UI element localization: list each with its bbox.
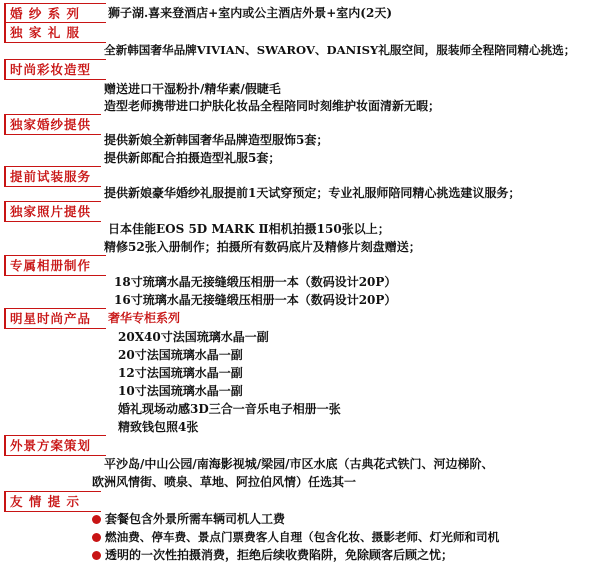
bullet-dot-icon <box>92 515 101 524</box>
gown-provide-line-2: 提供新郎配合拍摄造型礼服5套； <box>104 151 281 165</box>
photo-line-2: 精修52张入册制作；拍摄所有数码底片及精修片刻盘赠送； <box>104 240 421 254</box>
product-item: 12寸法国琉璃水晶一副 <box>118 366 243 380</box>
makeup-line-2: 造型老师携带进口护肤化妆品全程陪同时刻维护妆面清新无暇； <box>104 99 441 113</box>
makeup-line-1: 赠送进口干湿粉扑/精华素/假睫毛 <box>104 82 281 96</box>
gown-text: 全新韩国奢华品牌VIVIAN、SWAROV、DANISY礼服空间，服装师全程陪同精心挑选； <box>104 43 576 57</box>
album-line-2: 16寸琉璃水晶无接缝缎压相册一本（数码设计20P） <box>114 293 397 307</box>
section-label-makeup: 时尚彩妆造型 <box>4 59 106 80</box>
product-item: 婚礼现场动感3D三合一音乐电子相册一张 <box>118 402 341 416</box>
bullet-dot-icon <box>92 551 101 560</box>
product-item: 精致钱包照4张 <box>118 420 199 434</box>
section-label-gown-provide: 独家婚纱提供 <box>4 114 101 135</box>
tip-item: 燃油费、停车费、景点门票费客人自理（包含化妆、摄影老师、灯光师和司机 <box>92 527 499 547</box>
fitting-text: 提供新娘豪华婚纱礼服提前1天试穿预定；专业礼服师陪同精心挑选建议服务； <box>104 186 521 200</box>
wedding-text: 狮子湖.喜来登酒店+室内或公主酒店外景+室内(2天) <box>108 6 392 20</box>
section-label-photo: 独家照片提供 <box>4 201 101 222</box>
products-highlight: 奢华专柜系列 <box>108 311 181 325</box>
product-item: 10寸法国琉璃水晶一副 <box>118 384 243 398</box>
tip-item: 透明的一次性拍摄消费，拒绝后续收费陷阱，免除顾客后顾之忧； <box>92 545 453 565</box>
section-label-fitting: 提前试装服务 <box>4 166 101 187</box>
album-line-1: 18寸琉璃水晶无接缝缎压相册一本（数码设计20P） <box>114 275 397 289</box>
gown-provide-line-1: 提供新娘全新韩国奢华品牌造型服饰5套； <box>104 133 329 147</box>
outdoor-line-1: 平沙岛/中山公园/南海影视城/梁园/市区水底（古典花式铁门、河边梯阶、 <box>104 457 494 471</box>
photo-line-1: 日本佳能EOS 5D MARK Ⅱ相机拍摄150张以上； <box>108 222 390 236</box>
product-item: 20寸法国琉璃水晶一副 <box>118 348 243 362</box>
product-item: 20X40寸法国琉璃水晶一副 <box>118 330 269 344</box>
bullet-dot-icon <box>92 533 101 542</box>
tip-item: 套餐包含外景所需车辆司机人工费 <box>92 509 285 529</box>
outdoor-line-2: 欧洲风情街、喷泉、草地、阿拉伯风情）任选其一 <box>92 475 357 489</box>
section-label-products: 明星时尚产品 <box>4 308 106 329</box>
section-label-tips: 友 情 提 示 <box>4 491 101 512</box>
section-label-outdoor: 外景方案策划 <box>4 435 106 456</box>
section-label-gown: 独 家 礼 服 <box>4 22 106 43</box>
section-label-wedding: 婚 纱 系 列 <box>4 3 106 24</box>
section-label-album: 专属相册制作 <box>4 255 106 276</box>
